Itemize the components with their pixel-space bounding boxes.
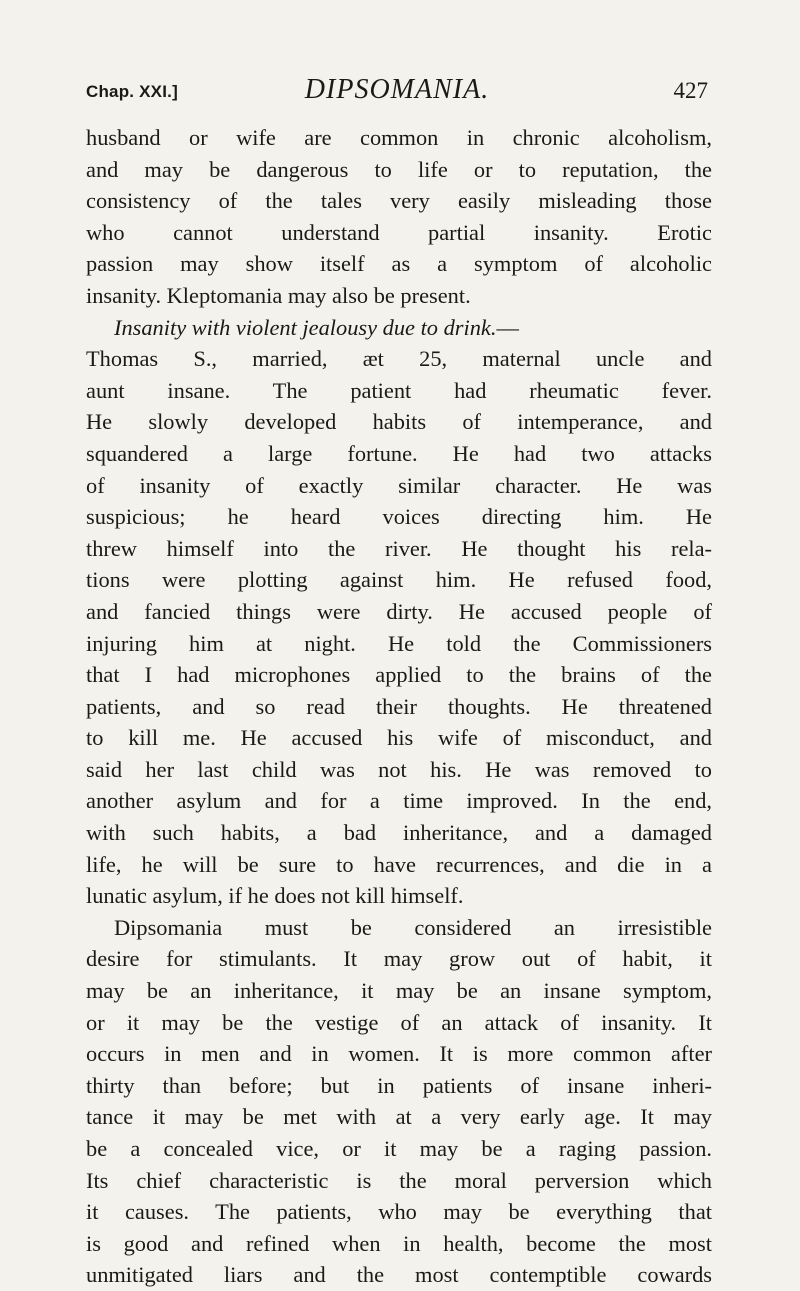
text-line: to kill me. He accused his wife of misconduct, and [86, 725, 712, 751]
text-line: desire for stimulants. It may grow out of habit, it [86, 946, 712, 972]
text-line: lunatic asylum, if he does not kill himself. [86, 883, 464, 909]
text-line: husband or wife are common in chronic alcoholism, [86, 125, 712, 150]
page-title: DIPSOMANIA. [304, 74, 490, 105]
text-line: occurs in men and in women. It is more common after [86, 1041, 712, 1067]
text-line: tance it may be met with at a very early age. It may [86, 1104, 712, 1130]
text-line: unmitigated liars and the most contemptible cowards [86, 1262, 712, 1288]
running-head [86, 74, 708, 108]
text-line: tions were plotting against him. He refused food, [86, 567, 712, 593]
heading-dash: — [496, 314, 519, 340]
text-line: patients, and so read their thoughts. He threatened [86, 693, 712, 719]
text-line: consistency of the tales very easily misleading those [86, 188, 712, 214]
text-line: may be an inheritance, it may be an insane symptom, [86, 978, 712, 1004]
text-line: thirty than before; but in patients of insane inheri- [86, 1072, 712, 1098]
text-line: who cannot understand partial insanity. Erotic [86, 219, 712, 245]
text-line: threw himself into the river. He thought his rela- [86, 535, 712, 561]
body-text [86, 122, 712, 1291]
text-line: and may be dangerous to life or to reputation, the [86, 156, 712, 182]
chapter-label: Chap. XXI.] [86, 82, 178, 101]
text-line: or it may be the vestige of an attack of insanity. It [86, 1009, 712, 1035]
case-heading: Insanity with violent jealousy due to drink. [114, 314, 497, 340]
text-line: suspicious; he heard voices directing him. He [86, 504, 712, 530]
text-line: and fancied things were dirty. He accused people of [86, 598, 712, 624]
text-line: it causes. The patients, who may be everything that [86, 1199, 712, 1225]
text-line: insanity. Kleptomania may also be present. [86, 282, 471, 308]
text-line: is good and refined when in health, become the most [86, 1230, 712, 1256]
text-line: with such habits, a bad inheritance, and a damaged [86, 820, 712, 846]
text-line: of insanity of exactly similar character. He was [86, 472, 712, 498]
text-line: be a concealed vice, or it may be a raging passion. [86, 1136, 712, 1161]
text-line: Dipsomania must be considered an irresistible [114, 914, 712, 940]
text-line: aunt insane. The patient had rheumatic fever. [86, 377, 712, 403]
text-line: Its chief characteristic is the moral perversion which [86, 1167, 712, 1193]
text-line: that I had microphones applied to the brains of the [86, 662, 712, 688]
text-line: said her last child was not his. He was removed to [86, 756, 712, 782]
text-line: passion may show itself as a symptom of alcoholic [86, 251, 712, 277]
text-line: squandered a large fortune. He had two attacks [86, 440, 712, 466]
case-heading-line [86, 312, 712, 344]
text-line: Thomas S., married, æt 25, maternal uncle and [86, 346, 712, 372]
text-line: life, he will be sure to have recurrences, and die in a [86, 851, 712, 877]
text-line: He slowly developed habits of intemperance, and [86, 409, 712, 435]
text-line: injuring him at night. He told the Commissioners [86, 630, 712, 656]
page-number: 427 [673, 78, 708, 103]
text-line: another asylum and for a time improved. In the end, [86, 788, 712, 814]
